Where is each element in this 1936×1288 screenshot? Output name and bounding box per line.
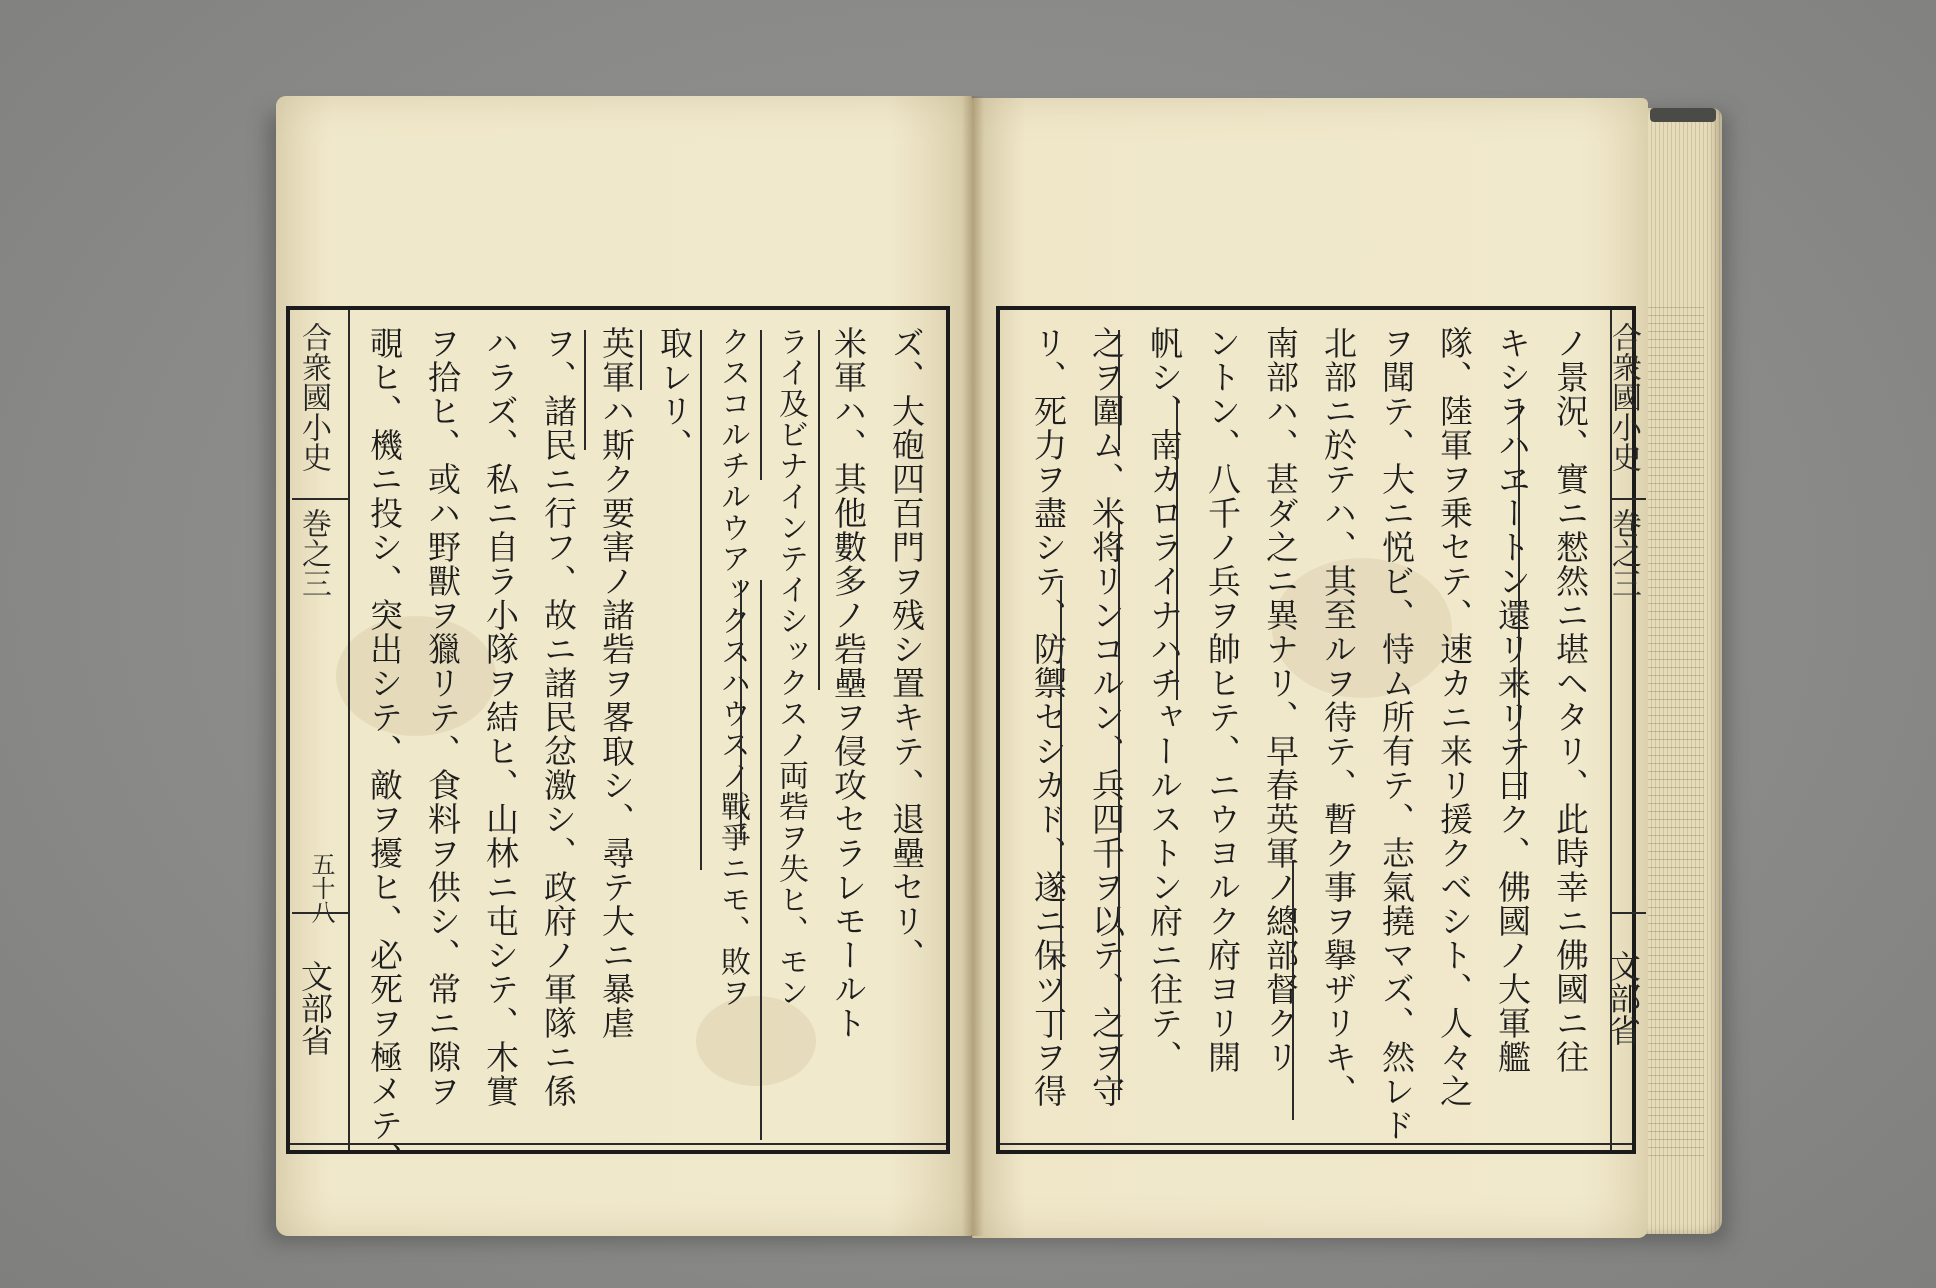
page-edge-ink xyxy=(1648,300,1704,1160)
right-text-column-5: 北部ニ於テハ、其至ルヲ待テ、暫ク事ヲ擧ザリキ、 xyxy=(1319,326,1358,1108)
left-page-number: 五十八 xyxy=(307,852,335,924)
right-text-column-7: ントン、八千ノ兵ヲ帥ヒテ、ニウヨルク府ヨリ開 xyxy=(1203,326,1242,1074)
proper-noun-rule xyxy=(1060,580,1062,1040)
proper-noun-rule xyxy=(1118,330,1120,450)
left-text-column-10: 覗ヒ、機ニ投シ、突出シテ、敵ヲ擾ヒ、必死ヲ極メテ、 xyxy=(365,326,404,1176)
left-text-column-3: ライ及ビナインテイシックスノ両砦ヲ失ヒ、モン xyxy=(773,326,808,1008)
right-text-column-10: リ、死力ヲ盡シテ、防禦セシカド、遂ニ保ツ丁ヲ得 xyxy=(1029,326,1068,1108)
left-text-column-1: ズ、大砲四百門ヲ残シ置キテ、退壘セリ、 xyxy=(887,326,926,972)
proper-noun-rule xyxy=(640,330,642,390)
right-text-column-8: 帆シ、南カロライナハチャールストン府ニ往テ、 xyxy=(1145,326,1184,1074)
right-text-column-9: 之ヲ圍ム、米将リンコルン、兵四千ヲ以テ、之ヲ守 xyxy=(1087,326,1126,1108)
left-margin-divider xyxy=(292,498,348,500)
left-text-column-4: クスコルチルウアックスハウスノ戰爭ニモ、敗ヲ xyxy=(715,326,750,1008)
left-text-column-9: ヲ拾ヒ、或ハ野獸ヲ獵リテ、食料ヲ供シ、常ニ隙ヲ xyxy=(423,326,462,1108)
proper-noun-rule xyxy=(1292,860,1294,1120)
left-margin-rule xyxy=(348,310,350,1150)
right-text-column-3: 隊、陸軍ヲ乗セテ、速カニ来リ援クベシト、人々之 xyxy=(1435,326,1474,1108)
right-margin-divider-2 xyxy=(1610,912,1646,914)
book-gutter xyxy=(962,96,984,1236)
right-text-column-6: 南部ハ、甚ダ之ニ異ナリ、早春英軍ノ總部督クリ xyxy=(1261,326,1300,1074)
right-text-column-4: ヲ聞テ、大ニ悦ビ、恃ム所有テ、志氣撓マズ、然レド xyxy=(1377,326,1416,1142)
left-margin-title: 合衆國小史 xyxy=(296,322,331,472)
proper-noun-rule xyxy=(740,580,742,840)
proper-noun-rule xyxy=(584,330,586,450)
right-frame-inner-bottom xyxy=(1000,1143,1632,1145)
right-margin-title: 合衆國小史 xyxy=(1606,322,1641,472)
left-publisher: 文部省 xyxy=(296,960,334,1056)
right-margin-divider xyxy=(1610,498,1646,500)
proper-noun-rule xyxy=(700,330,702,870)
proper-noun-rule xyxy=(760,330,762,480)
right-publisher: 文部省 xyxy=(1604,950,1642,1046)
left-text-column-8: ハラズ、私ニ自ラ小隊ヲ結ヒ、山林ニ屯シテ、木實 xyxy=(481,326,520,1108)
left-text-column-6: 英軍ハ斯ク要害ノ諸砦ヲ畧取シ、尋テ大ニ暴虐 xyxy=(597,326,636,1040)
right-text-column-1: ノ景況、實ニ憖然ニ堪ヘタリ、此時幸ニ佛國ニ往 xyxy=(1551,326,1590,1074)
proper-noun-rule xyxy=(1118,520,1120,1100)
proper-noun-rule xyxy=(1518,400,1520,800)
proper-noun-rule xyxy=(818,330,820,690)
proper-noun-rule xyxy=(1176,400,1178,700)
left-text-column-7: ヲ、諸民ニ行フ、故ニ諸民忿激シ、政府ノ軍隊ニ係 xyxy=(539,326,578,1108)
left-margin-volume: 巻之三 xyxy=(296,508,331,598)
left-text-column-5: 取レリ、 xyxy=(655,326,694,462)
proper-noun-rule xyxy=(760,580,762,1140)
right-text-column-2: キシラハヱートン還リ来リテ曰ク、佛國ノ大軍艦 xyxy=(1493,326,1532,1074)
book-cover-edge xyxy=(1650,108,1716,122)
left-text-column-2: 米軍ハ、其他數多ノ砦壘ヲ侵攻セラレモールト xyxy=(829,326,868,1040)
right-margin-volume: 巻之三 xyxy=(1606,508,1641,598)
left-margin-divider-2 xyxy=(292,912,348,914)
